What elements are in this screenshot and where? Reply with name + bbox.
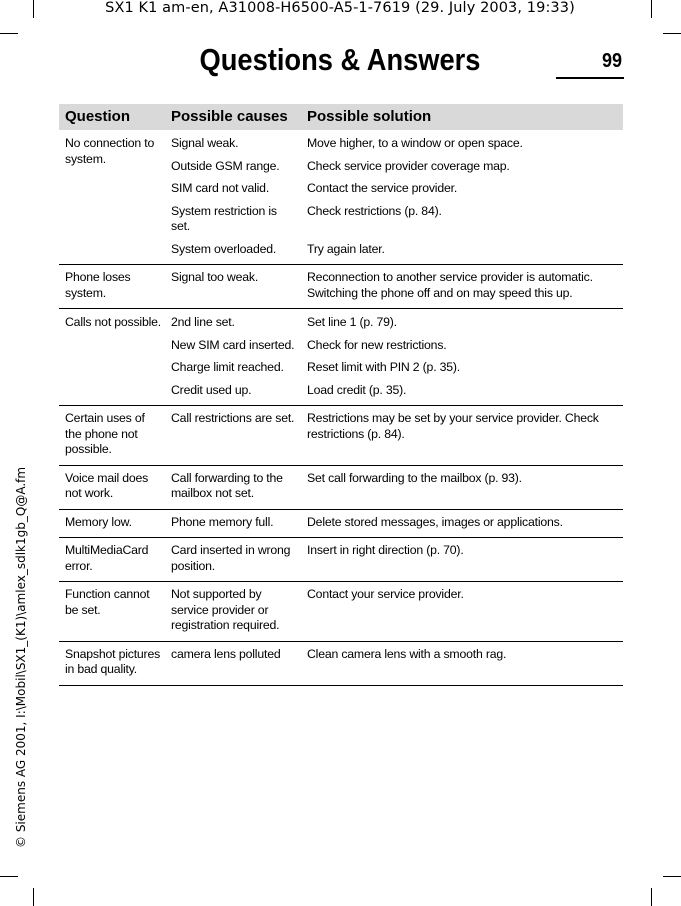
- question-cell: Voice mail does not work.: [59, 465, 165, 509]
- cause-cell: Not supported by service provider or registration required.: [165, 582, 301, 642]
- solution-cell: Insert in right direction (p. 70).: [301, 538, 623, 582]
- solution-cell: Move higher, to a window or open space.: [307, 136, 523, 150]
- table-header-row: [59, 104, 623, 130]
- cause-cell: Call restrictions are set.: [165, 406, 301, 466]
- solution-cell: Reconnection to another service provider is automatic. Switching the phone off and on may speed this up.: [301, 265, 623, 309]
- solution-cell: Clean camera lens with a smooth rag.: [301, 641, 623, 685]
- table-row: [59, 509, 623, 538]
- cause-cell: System restriction is set.: [171, 203, 277, 233]
- solution-cell: Reset limit with PIN 2 (p. 35).: [307, 360, 461, 374]
- crop-mark: [0, 33, 18, 34]
- table-row: [59, 130, 623, 152]
- question-cell: Snapshot pictures in bad quality.: [59, 641, 165, 685]
- page-number: 99: [601, 50, 622, 72]
- question-cell: MultiMediaCard error.: [59, 538, 165, 582]
- cause-cell: Phone memory full.: [165, 509, 301, 538]
- header-solution: Possible solution: [301, 104, 623, 130]
- page-title: Questions & Answers: [199, 42, 481, 77]
- table-row: [59, 582, 623, 642]
- crop-mark: [651, 888, 652, 906]
- solution-cell: Delete stored messages, images or applications.: [301, 509, 623, 538]
- question-cell: Calls not possible.: [59, 309, 165, 406]
- cause-cell: New SIM card inserted.: [171, 337, 295, 352]
- question-cell: Function cannot be set.: [59, 582, 165, 642]
- table-row: [59, 406, 623, 466]
- solution-cell: Check restrictions (p. 84).: [307, 203, 442, 218]
- cause-cell: camera lens polluted: [165, 641, 301, 685]
- document-header-line: SX1 K1 am-en, A31008-H6500-A5-1-7619 (29. July 2003, 19:33): [105, 0, 575, 16]
- table-row: [59, 465, 623, 509]
- cause-cell: Outside GSM range.: [171, 158, 280, 173]
- header-causes: Possible causes: [165, 104, 301, 130]
- solution-cell: Check service provider coverage map.: [307, 158, 510, 173]
- table-body: [59, 130, 623, 685]
- question-cell: Certain uses of the phone not possible.: [59, 406, 165, 466]
- cause-cell: Charge limit reached.: [171, 360, 284, 374]
- crop-mark: [33, 0, 34, 18]
- table-row: [59, 538, 623, 582]
- table-row: [59, 641, 623, 685]
- crop-mark: [651, 0, 652, 18]
- crop-mark: [0, 876, 18, 877]
- solution-cell: Check for new restrictions.: [307, 337, 447, 352]
- copyright-side-note: © Siemens AG 2001, I:\Mobil\SX1_(K1)\amlex_sdlk1gb_Q@A.fm: [14, 466, 28, 848]
- table-row: [59, 265, 623, 309]
- question-cell: Memory low.: [59, 509, 165, 538]
- solution-cell: Set call forwarding to the mailbox (p. 93).: [301, 465, 623, 509]
- cause-cell: SIM card not valid.: [171, 181, 270, 195]
- cause-cell: Credit used up.: [165, 376, 301, 406]
- solution-cell: Contact your service provider.: [301, 582, 623, 642]
- crop-mark: [33, 888, 34, 906]
- qa-table: [59, 104, 623, 686]
- solution-cell: Try again later.: [301, 235, 623, 265]
- question-cell: No connection to system.: [59, 130, 165, 265]
- cause-cell: Signal weak.: [171, 136, 239, 150]
- question-cell: Phone loses system.: [59, 265, 165, 309]
- crop-mark: [663, 33, 681, 34]
- cause-cell: Signal too weak.: [165, 265, 301, 309]
- solution-cell: Restrictions may be set by your service provider. Check restrictions (p. 84).: [301, 406, 623, 466]
- cause-cell: Call forwarding to the mailbox not set.: [165, 465, 301, 509]
- cause-cell: Card inserted in wrong position.: [165, 538, 301, 582]
- cause-cell: System overloaded.: [165, 235, 301, 265]
- solution-cell: Load credit (p. 35).: [301, 376, 623, 406]
- solution-cell: Set line 1 (p. 79).: [307, 315, 397, 329]
- crop-mark: [663, 876, 681, 877]
- cause-cell: 2nd line set.: [171, 315, 235, 329]
- page-number-rule: [556, 77, 624, 79]
- table-row: [59, 309, 623, 331]
- solution-cell: Contact the service provider.: [307, 181, 458, 195]
- header-question: Question: [59, 104, 165, 130]
